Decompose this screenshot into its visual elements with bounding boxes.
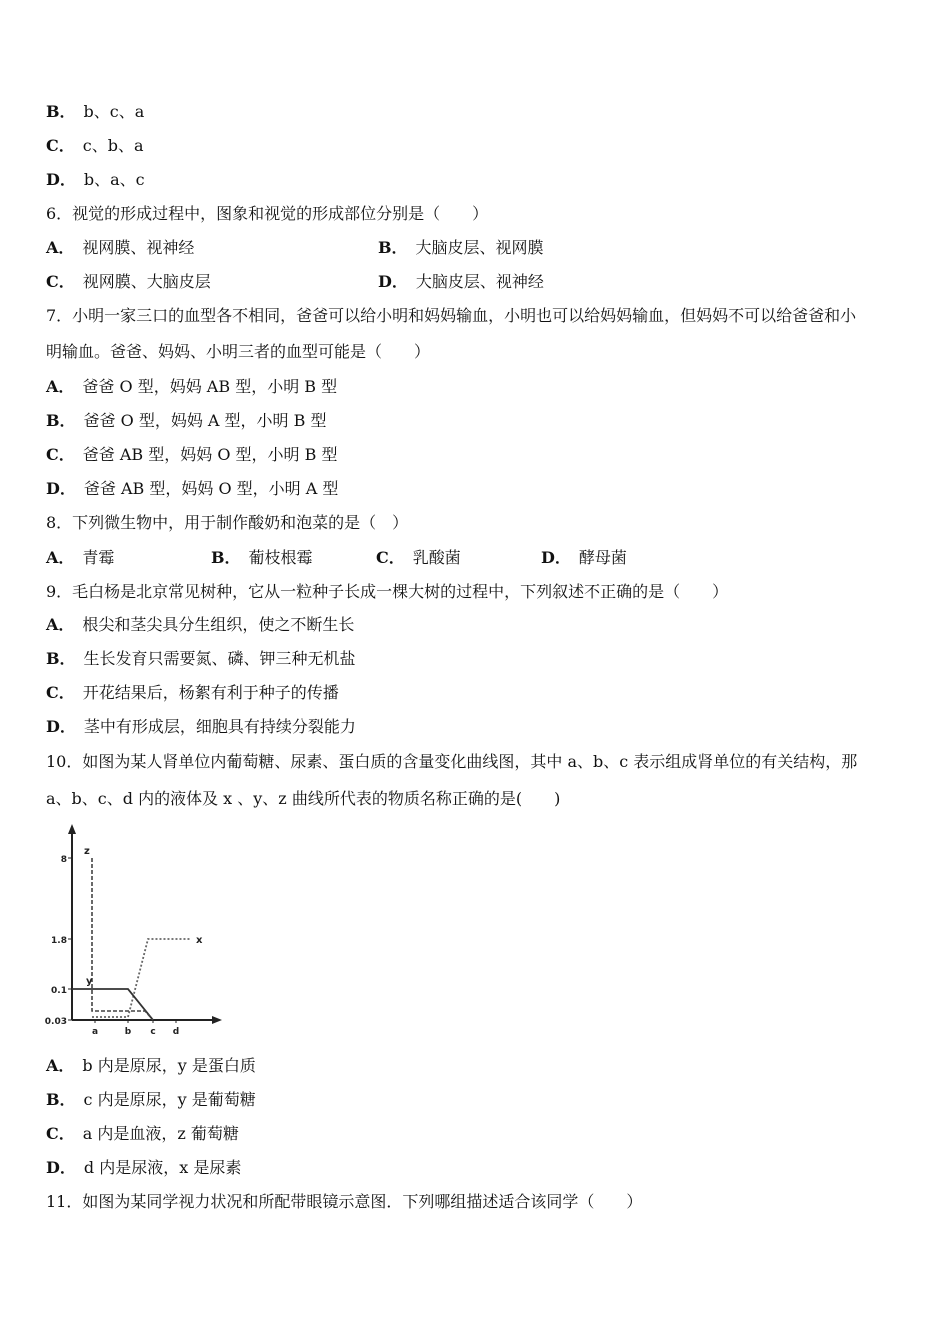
- q9-option-c: C． 开花结果后，杨絮有利于种子的传播: [46, 683, 339, 702]
- q7-stem-line2: 明输血。爸爸、妈妈、小明三者的血型可能是（ ）: [46, 342, 431, 361]
- series-label-x: x: [196, 935, 203, 946]
- q10-option-c: C． a 内是血液，z 葡萄糖: [46, 1124, 239, 1143]
- x-tick-label: d: [172, 1027, 180, 1036]
- q7-stem-line1: 7．小明一家三口的血型各不相同，爸爸可以给小明和妈妈输血，小明也可以给妈妈输血，但妈妈不可以给爸爸和小: [46, 306, 857, 325]
- q7-option-c: C． 爸爸 AB 型，妈妈 O 型，小明 B 型: [46, 445, 338, 464]
- y-tick-label: 8: [60, 855, 67, 865]
- q6-option-a: A． 视网膜、视神经: [46, 238, 195, 257]
- series-label-y: y: [86, 976, 93, 987]
- q5-option-c: C． c、b、a: [46, 136, 144, 155]
- q10-option-a: A． b 内是原尿，y 是蛋白质: [46, 1056, 256, 1075]
- q5-option-b: B． b、c、a: [46, 102, 145, 121]
- series-line-y: [72, 989, 153, 1020]
- q9-stem: 9．毛白杨是北京常见树种，它从一粒种子长成一棵大树的过程中，下列叙述不正确的是（ ）: [46, 582, 729, 601]
- q9-option-a: A． 根尖和茎尖具分生组织，使之不断生长: [46, 615, 355, 634]
- chart-labels: [84, 846, 203, 987]
- chart-ticks: [45, 855, 179, 1036]
- q10-option-d: D． d 内是尿液，x 是尿素: [46, 1158, 242, 1177]
- y-tick-label: 1.8: [51, 936, 67, 946]
- q8-option-c: C． 乳酸菌: [376, 548, 461, 567]
- series-label-z: z: [84, 846, 90, 857]
- y-axis-arrow: [68, 824, 76, 834]
- q11-stem: 11．如图为某同学视力状况和所配带眼镜示意图．下列哪组描述适合该同学（ ）: [46, 1192, 643, 1211]
- q7-option-b: B． 爸爸 O 型，妈妈 A 型，小明 B 型: [46, 411, 327, 430]
- q6-options-row2: [46, 271, 906, 293]
- chart-axes: [68, 824, 222, 1024]
- x-tick-label: b: [124, 1027, 132, 1036]
- chart-series: [72, 858, 190, 1020]
- q10-option-b: B． c 内是原尿，y 是葡萄糖: [46, 1090, 256, 1109]
- kidney-content-chart: [40, 822, 230, 1036]
- q7-option-d: D． 爸爸 AB 型，妈妈 O 型，小明 A 型: [46, 479, 339, 498]
- q8-stem: 8．下列微生物中，用于制作酸奶和泡菜的是（ ）: [46, 513, 409, 532]
- q6-option-b: B． 大脑皮层、视网膜: [378, 238, 544, 257]
- q8-options: [46, 547, 706, 569]
- q9-option-b: B． 生长发育只需要氮、磷、钾三种无机盐: [46, 649, 356, 668]
- q8-option-a: A． 青霉: [46, 548, 115, 567]
- q6-option-d: D． 大脑皮层、视神经: [378, 272, 544, 291]
- q10-stem-line2: a、b、c、d 内的液体及 x 、y、z 曲线所代表的物质名称正确的是( ): [46, 789, 561, 808]
- q6-stem: 6．视觉的形成过程中，图象和视觉的形成部位分别是（ ）: [46, 204, 489, 223]
- x-tick-label: a: [91, 1027, 99, 1036]
- q9-option-d: D． 茎中有形成层，细胞具有持续分裂能力: [46, 717, 356, 736]
- q7-option-a: A． 爸爸 O 型，妈妈 AB 型，小明 B 型: [46, 377, 338, 396]
- q8-option-b: B． 葡枝根霉: [211, 548, 313, 567]
- q8-option-d: D． 酵母菌: [541, 548, 627, 567]
- x-axis-arrow: [212, 1016, 222, 1024]
- x-tick-label: c: [150, 1027, 156, 1036]
- y-tick-label: 0.1: [51, 986, 67, 996]
- y-tick-label: 0.03: [44, 1017, 67, 1027]
- q5-option-d: D． b、a、c: [46, 170, 145, 189]
- series-line-z: [92, 858, 153, 1020]
- q10-stem-line1: 10．如图为某人肾单位内葡萄糖、尿素、蛋白质的含量变化曲线图，其中 a、b、c 表示组成肾单位的有关结构，那: [46, 752, 858, 771]
- q6-options-row1: [46, 237, 906, 259]
- q6-option-c: C． 视网膜、大脑皮层: [46, 272, 211, 291]
